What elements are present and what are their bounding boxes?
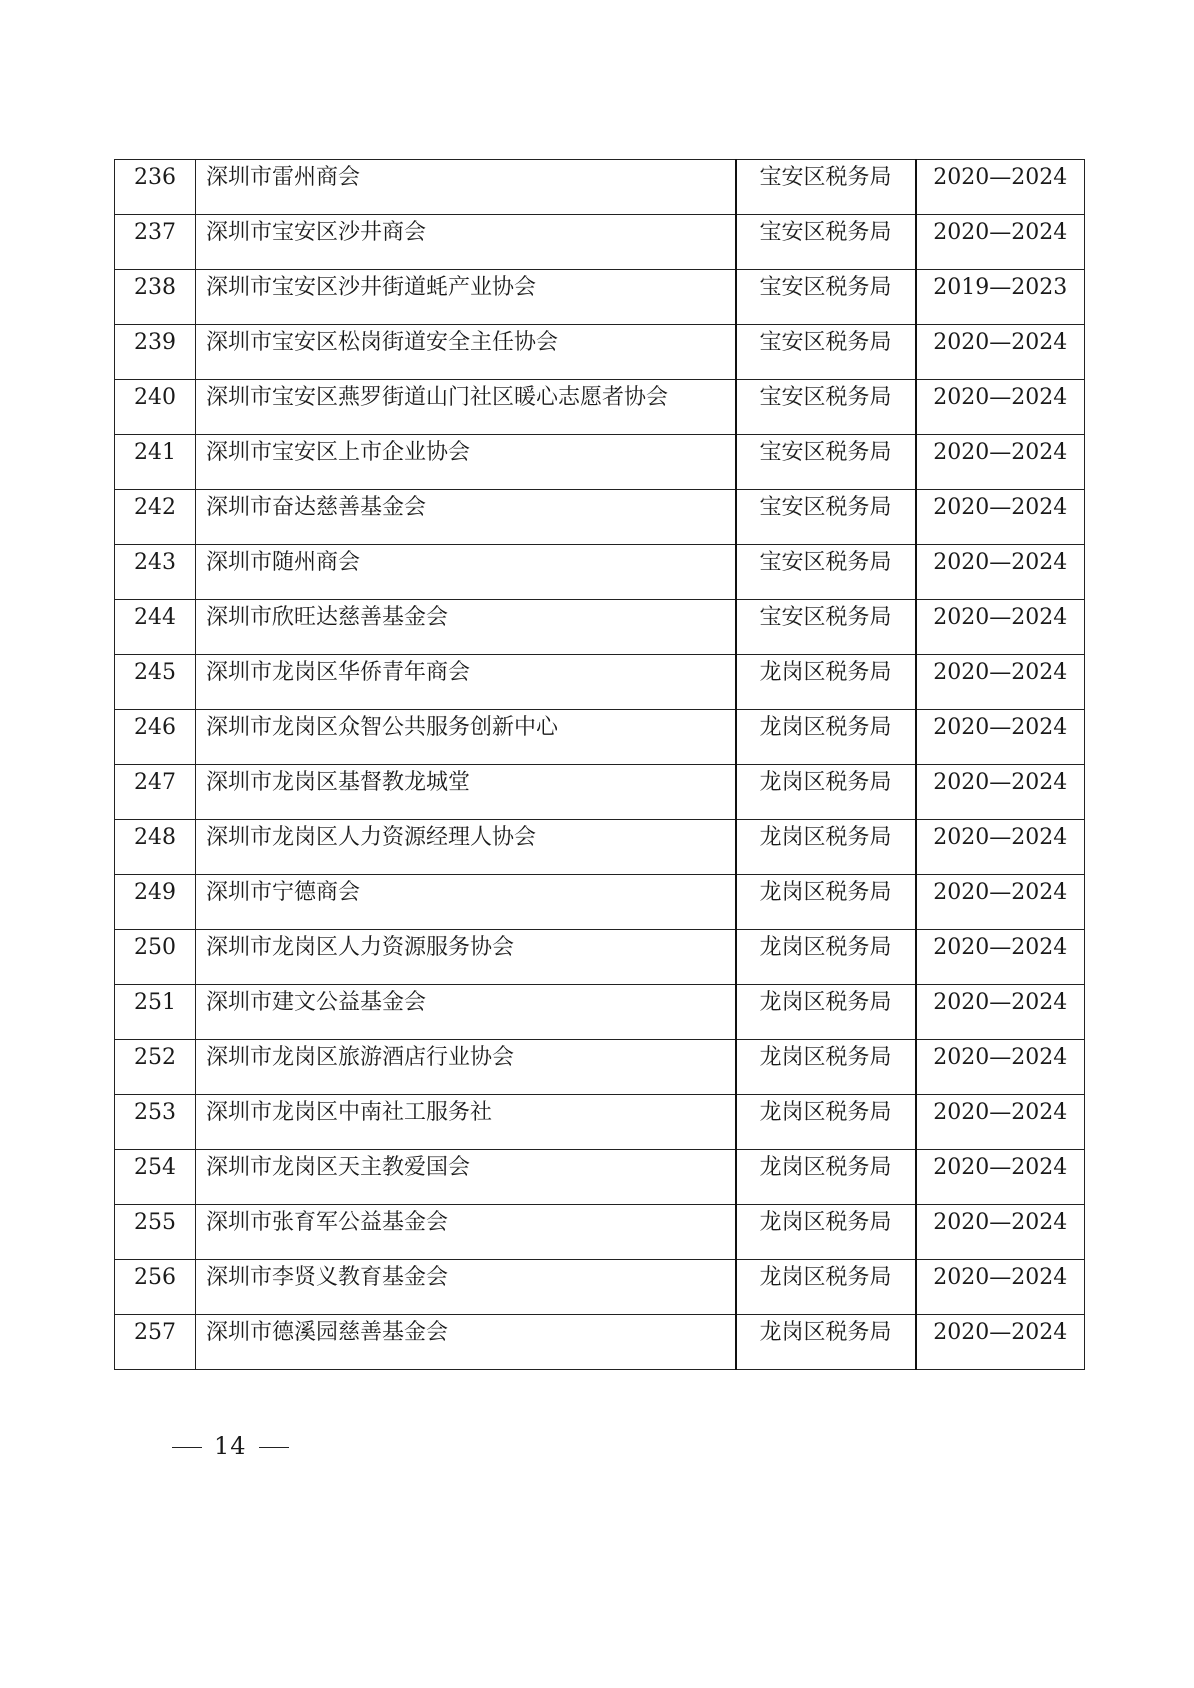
tax-bureau-cell: [736, 435, 916, 490]
table-row: [115, 490, 1085, 545]
table-row: [115, 1040, 1085, 1095]
organization-name-cell: [196, 435, 736, 490]
row-number-cell: [115, 1150, 196, 1205]
row-number-cell-text: 254: [134, 1155, 176, 1179]
validity-period-cell-text: 2020—2024: [933, 165, 1068, 189]
page-number: [160, 1432, 301, 1460]
table-row: [115, 600, 1085, 655]
row-number-cell: [115, 545, 196, 600]
organization-name-cell: [196, 985, 736, 1040]
organization-table: [114, 159, 1085, 1370]
validity-period-cell-text: 2020—2024: [933, 440, 1068, 464]
validity-period-cell: [916, 490, 1085, 545]
organization-name-cell-text: 深圳市李贤义教育基金会: [206, 1265, 449, 1289]
validity-period-cell: [916, 1150, 1085, 1205]
row-number-cell-text: 245: [134, 660, 176, 684]
organization-name-cell-text: 深圳市随州商会: [206, 550, 361, 574]
validity-period-cell-text: 2020—2024: [933, 880, 1068, 904]
row-number-cell: [115, 1095, 196, 1150]
row-number-cell: [115, 270, 196, 325]
validity-period-cell-text: 2020—2024: [933, 1265, 1068, 1289]
row-number-cell-text: 240: [134, 385, 176, 409]
tax-bureau-cell-text: 龙岗区税务局: [759, 1155, 892, 1179]
organization-name-cell: [196, 325, 736, 380]
row-number-cell: [115, 380, 196, 435]
organization-name-cell-text: 深圳市龙岗区中南社工服务社: [206, 1100, 493, 1124]
organization-name-cell: [196, 270, 736, 325]
row-number-cell: [115, 875, 196, 930]
table-row: [115, 820, 1085, 875]
validity-period-cell: [916, 380, 1085, 435]
row-number-cell-text: 239: [134, 330, 176, 354]
tax-bureau-cell: [736, 270, 916, 325]
table-row: [115, 380, 1085, 435]
tax-bureau-cell-text: 龙岗区税务局: [759, 715, 892, 739]
tax-bureau-cell-text: 龙岗区税务局: [759, 880, 892, 904]
validity-period-cell: [916, 270, 1085, 325]
row-number-cell: [115, 820, 196, 875]
table-row: [115, 710, 1085, 765]
validity-period-cell: [916, 600, 1085, 655]
row-number-cell-text: 243: [134, 550, 176, 574]
validity-period-cell: [916, 215, 1085, 270]
row-number-cell: [115, 600, 196, 655]
validity-period-cell: [916, 1260, 1085, 1315]
page-number-text: 14: [214, 1432, 247, 1460]
tax-bureau-cell-text: 龙岗区税务局: [759, 1045, 892, 1069]
organization-name-cell-text: 深圳市龙岗区众智公共服务创新中心: [206, 715, 559, 739]
organization-name-cell-text: 深圳市宝安区燕罗街道山门社区暖心志愿者协会: [206, 385, 669, 409]
row-number-cell-text: 238: [134, 275, 176, 299]
validity-period-cell: [916, 820, 1085, 875]
organization-name-cell: [196, 1040, 736, 1095]
row-number-cell-text: 253: [134, 1100, 176, 1124]
validity-period-cell-text: 2020—2024: [933, 605, 1068, 629]
organization-name-cell-text: 深圳市欣旺达慈善基金会: [206, 605, 449, 629]
validity-period-cell-text: 2020—2024: [933, 550, 1068, 574]
organization-name-cell: [196, 710, 736, 765]
row-number-cell-text: 257: [134, 1320, 176, 1344]
tax-bureau-cell-text: 宝安区税务局: [759, 605, 892, 629]
validity-period-cell: [916, 985, 1085, 1040]
organization-name-cell-text: 深圳市张育军公益基金会: [206, 1210, 449, 1234]
row-number-cell-text: 249: [134, 880, 176, 904]
table-row: [115, 765, 1085, 820]
validity-period-cell-text: 2020—2024: [933, 660, 1068, 684]
organization-name-cell: [196, 1095, 736, 1150]
tax-bureau-cell-text: 龙岗区税务局: [759, 990, 892, 1014]
organization-name-cell: [196, 1260, 736, 1315]
row-number-cell-text: 242: [134, 495, 176, 519]
organization-name-cell-text: 深圳市德溪园慈善基金会: [206, 1320, 449, 1344]
row-number-cell-text: 237: [134, 220, 176, 244]
validity-period-cell: [916, 435, 1085, 490]
validity-period-cell: [916, 655, 1085, 710]
validity-period-cell-text: 2020—2024: [933, 990, 1068, 1014]
organization-name-cell: [196, 655, 736, 710]
organization-name-cell: [196, 1315, 736, 1370]
tax-bureau-cell-text: 宝安区税务局: [759, 330, 892, 354]
validity-period-cell-text: 2020—2024: [933, 330, 1068, 354]
row-number-cell-text: 250: [134, 935, 176, 959]
validity-period-cell: [916, 160, 1085, 215]
validity-period-cell-text: 2019—2023: [933, 275, 1068, 299]
tax-bureau-cell: [736, 875, 916, 930]
organization-name-cell: [196, 820, 736, 875]
validity-period-cell-text: 2020—2024: [933, 715, 1068, 739]
tax-bureau-cell-text: 宝安区税务局: [759, 385, 892, 409]
organization-name-cell-text: 深圳市宝安区沙井商会: [206, 220, 427, 244]
tax-bureau-cell: [736, 380, 916, 435]
organization-name-cell-text: 深圳市龙岗区天主教爱国会: [206, 1155, 471, 1179]
tax-bureau-cell: [736, 215, 916, 270]
row-number-cell: [115, 1040, 196, 1095]
tax-bureau-cell-text: 龙岗区税务局: [759, 1210, 892, 1234]
tax-bureau-cell: [736, 1315, 916, 1370]
tax-bureau-cell: [736, 600, 916, 655]
tax-bureau-cell: [736, 1205, 916, 1260]
row-number-cell-text: 241: [134, 440, 176, 464]
row-number-cell-text: 247: [134, 770, 176, 794]
validity-period-cell: [916, 1205, 1085, 1260]
table-row: [115, 435, 1085, 490]
row-number-cell-text: 248: [134, 825, 176, 849]
organization-name-cell-text: 深圳市建文公益基金会: [206, 990, 427, 1014]
row-number-cell: [115, 765, 196, 820]
validity-period-cell-text: 2020—2024: [933, 770, 1068, 794]
table-row: [115, 1150, 1085, 1205]
validity-period-cell-text: 2020—2024: [933, 1045, 1068, 1069]
organization-name-cell: [196, 600, 736, 655]
row-number-cell-text: 256: [134, 1265, 176, 1289]
validity-period-cell-text: 2020—2024: [933, 1155, 1068, 1179]
organization-name-cell-text: 深圳市宝安区松岗街道安全主任协会: [206, 330, 559, 354]
row-number-cell: [115, 710, 196, 765]
row-number-cell: [115, 1315, 196, 1370]
table-row: [115, 545, 1085, 600]
organization-name-cell: [196, 930, 736, 985]
tax-bureau-cell-text: 龙岗区税务局: [759, 1320, 892, 1344]
table-body: [115, 160, 1085, 1370]
table-row: [115, 215, 1085, 270]
row-number-cell-text: 246: [134, 715, 176, 739]
row-number-cell-text: 255: [134, 1210, 176, 1234]
tax-bureau-cell: [736, 820, 916, 875]
row-number-cell: [115, 655, 196, 710]
tax-bureau-cell-text: 龙岗区税务局: [759, 770, 892, 794]
organization-name-cell: [196, 545, 736, 600]
validity-period-cell: [916, 545, 1085, 600]
tax-bureau-cell: [736, 1260, 916, 1315]
organization-name-cell: [196, 875, 736, 930]
page-number-left-dash: [172, 1447, 202, 1448]
organization-name-cell: [196, 765, 736, 820]
row-number-cell: [115, 325, 196, 380]
organization-name-cell-text: 深圳市龙岗区人力资源经理人协会: [206, 825, 537, 849]
validity-period-cell: [916, 930, 1085, 985]
table-row: [115, 325, 1085, 380]
validity-period-cell: [916, 875, 1085, 930]
row-number-cell: [115, 490, 196, 545]
tax-bureau-cell: [736, 930, 916, 985]
validity-period-cell-text: 2020—2024: [933, 495, 1068, 519]
tax-bureau-cell-text: 龙岗区税务局: [759, 1100, 892, 1124]
tax-bureau-cell-text: 宝安区税务局: [759, 165, 892, 189]
table-row: [115, 655, 1085, 710]
tax-bureau-cell: [736, 765, 916, 820]
table-row: [115, 1095, 1085, 1150]
table-row: [115, 1315, 1085, 1370]
tax-bureau-cell: [736, 1150, 916, 1205]
row-number-cell: [115, 1260, 196, 1315]
page-number-right-dash: [259, 1447, 289, 1448]
validity-period-cell: [916, 765, 1085, 820]
tax-bureau-cell-text: 宝安区税务局: [759, 495, 892, 519]
validity-period-cell-text: 2020—2024: [933, 1210, 1068, 1234]
tax-bureau-cell-text: 龙岗区税务局: [759, 1265, 892, 1289]
tax-bureau-cell: [736, 655, 916, 710]
validity-period-cell-text: 2020—2024: [933, 935, 1068, 959]
validity-period-cell: [916, 325, 1085, 380]
tax-bureau-cell-text: 龙岗区税务局: [759, 825, 892, 849]
tax-bureau-cell: [736, 985, 916, 1040]
validity-period-cell-text: 2020—2024: [933, 220, 1068, 244]
tax-bureau-cell: [736, 710, 916, 765]
table-row: [115, 1205, 1085, 1260]
validity-period-cell-text: 2020—2024: [933, 1100, 1068, 1124]
validity-period-cell: [916, 1315, 1085, 1370]
tax-bureau-cell-text: 龙岗区税务局: [759, 935, 892, 959]
tax-bureau-cell: [736, 545, 916, 600]
row-number-cell: [115, 985, 196, 1040]
tax-bureau-cell: [736, 325, 916, 380]
organization-name-cell-text: 深圳市宝安区上市企业协会: [206, 440, 471, 464]
validity-period-cell: [916, 710, 1085, 765]
organization-name-cell: [196, 380, 736, 435]
organization-name-cell: [196, 1150, 736, 1205]
row-number-cell: [115, 160, 196, 215]
table-row: [115, 1260, 1085, 1315]
tax-bureau-cell: [736, 1040, 916, 1095]
tax-bureau-cell-text: 龙岗区税务局: [759, 660, 892, 684]
organization-name-cell-text: 深圳市宁德商会: [206, 880, 361, 904]
row-number-cell-text: 252: [134, 1045, 176, 1069]
organization-name-cell: [196, 1205, 736, 1260]
validity-period-cell-text: 2020—2024: [933, 1320, 1068, 1344]
tax-bureau-cell-text: 宝安区税务局: [759, 275, 892, 299]
validity-period-cell: [916, 1095, 1085, 1150]
table-row: [115, 160, 1085, 215]
organization-name-cell: [196, 490, 736, 545]
organization-name-cell: [196, 215, 736, 270]
table-row: [115, 875, 1085, 930]
tax-bureau-cell: [736, 160, 916, 215]
row-number-cell: [115, 435, 196, 490]
tax-bureau-cell-text: 宝安区税务局: [759, 550, 892, 574]
table-row: [115, 985, 1085, 1040]
organization-name-cell-text: 深圳市奋达慈善基金会: [206, 495, 427, 519]
organization-name-cell: [196, 160, 736, 215]
tax-bureau-cell: [736, 1095, 916, 1150]
validity-period-cell: [916, 1040, 1085, 1095]
tax-bureau-cell: [736, 490, 916, 545]
row-number-cell: [115, 215, 196, 270]
organization-name-cell-text: 深圳市龙岗区旅游酒店行业协会: [206, 1045, 515, 1069]
row-number-cell: [115, 1205, 196, 1260]
row-number-cell-text: 251: [134, 990, 176, 1014]
organization-name-cell-text: 深圳市雷州商会: [206, 165, 361, 189]
tax-bureau-cell-text: 宝安区税务局: [759, 440, 892, 464]
row-number-cell-text: 236: [134, 165, 176, 189]
row-number-cell: [115, 930, 196, 985]
table-row: [115, 930, 1085, 985]
organization-name-cell-text: 深圳市龙岗区人力资源服务协会: [206, 935, 515, 959]
row-number-cell-text: 244: [134, 605, 176, 629]
organization-name-cell-text: 深圳市龙岗区华侨青年商会: [206, 660, 471, 684]
tax-bureau-cell-text: 宝安区税务局: [759, 220, 892, 244]
table-row: [115, 270, 1085, 325]
validity-period-cell-text: 2020—2024: [933, 825, 1068, 849]
organization-name-cell-text: 深圳市宝安区沙井街道蚝产业协会: [206, 275, 537, 299]
organization-name-cell-text: 深圳市龙岗区基督教龙城堂: [206, 770, 471, 794]
validity-period-cell-text: 2020—2024: [933, 385, 1068, 409]
